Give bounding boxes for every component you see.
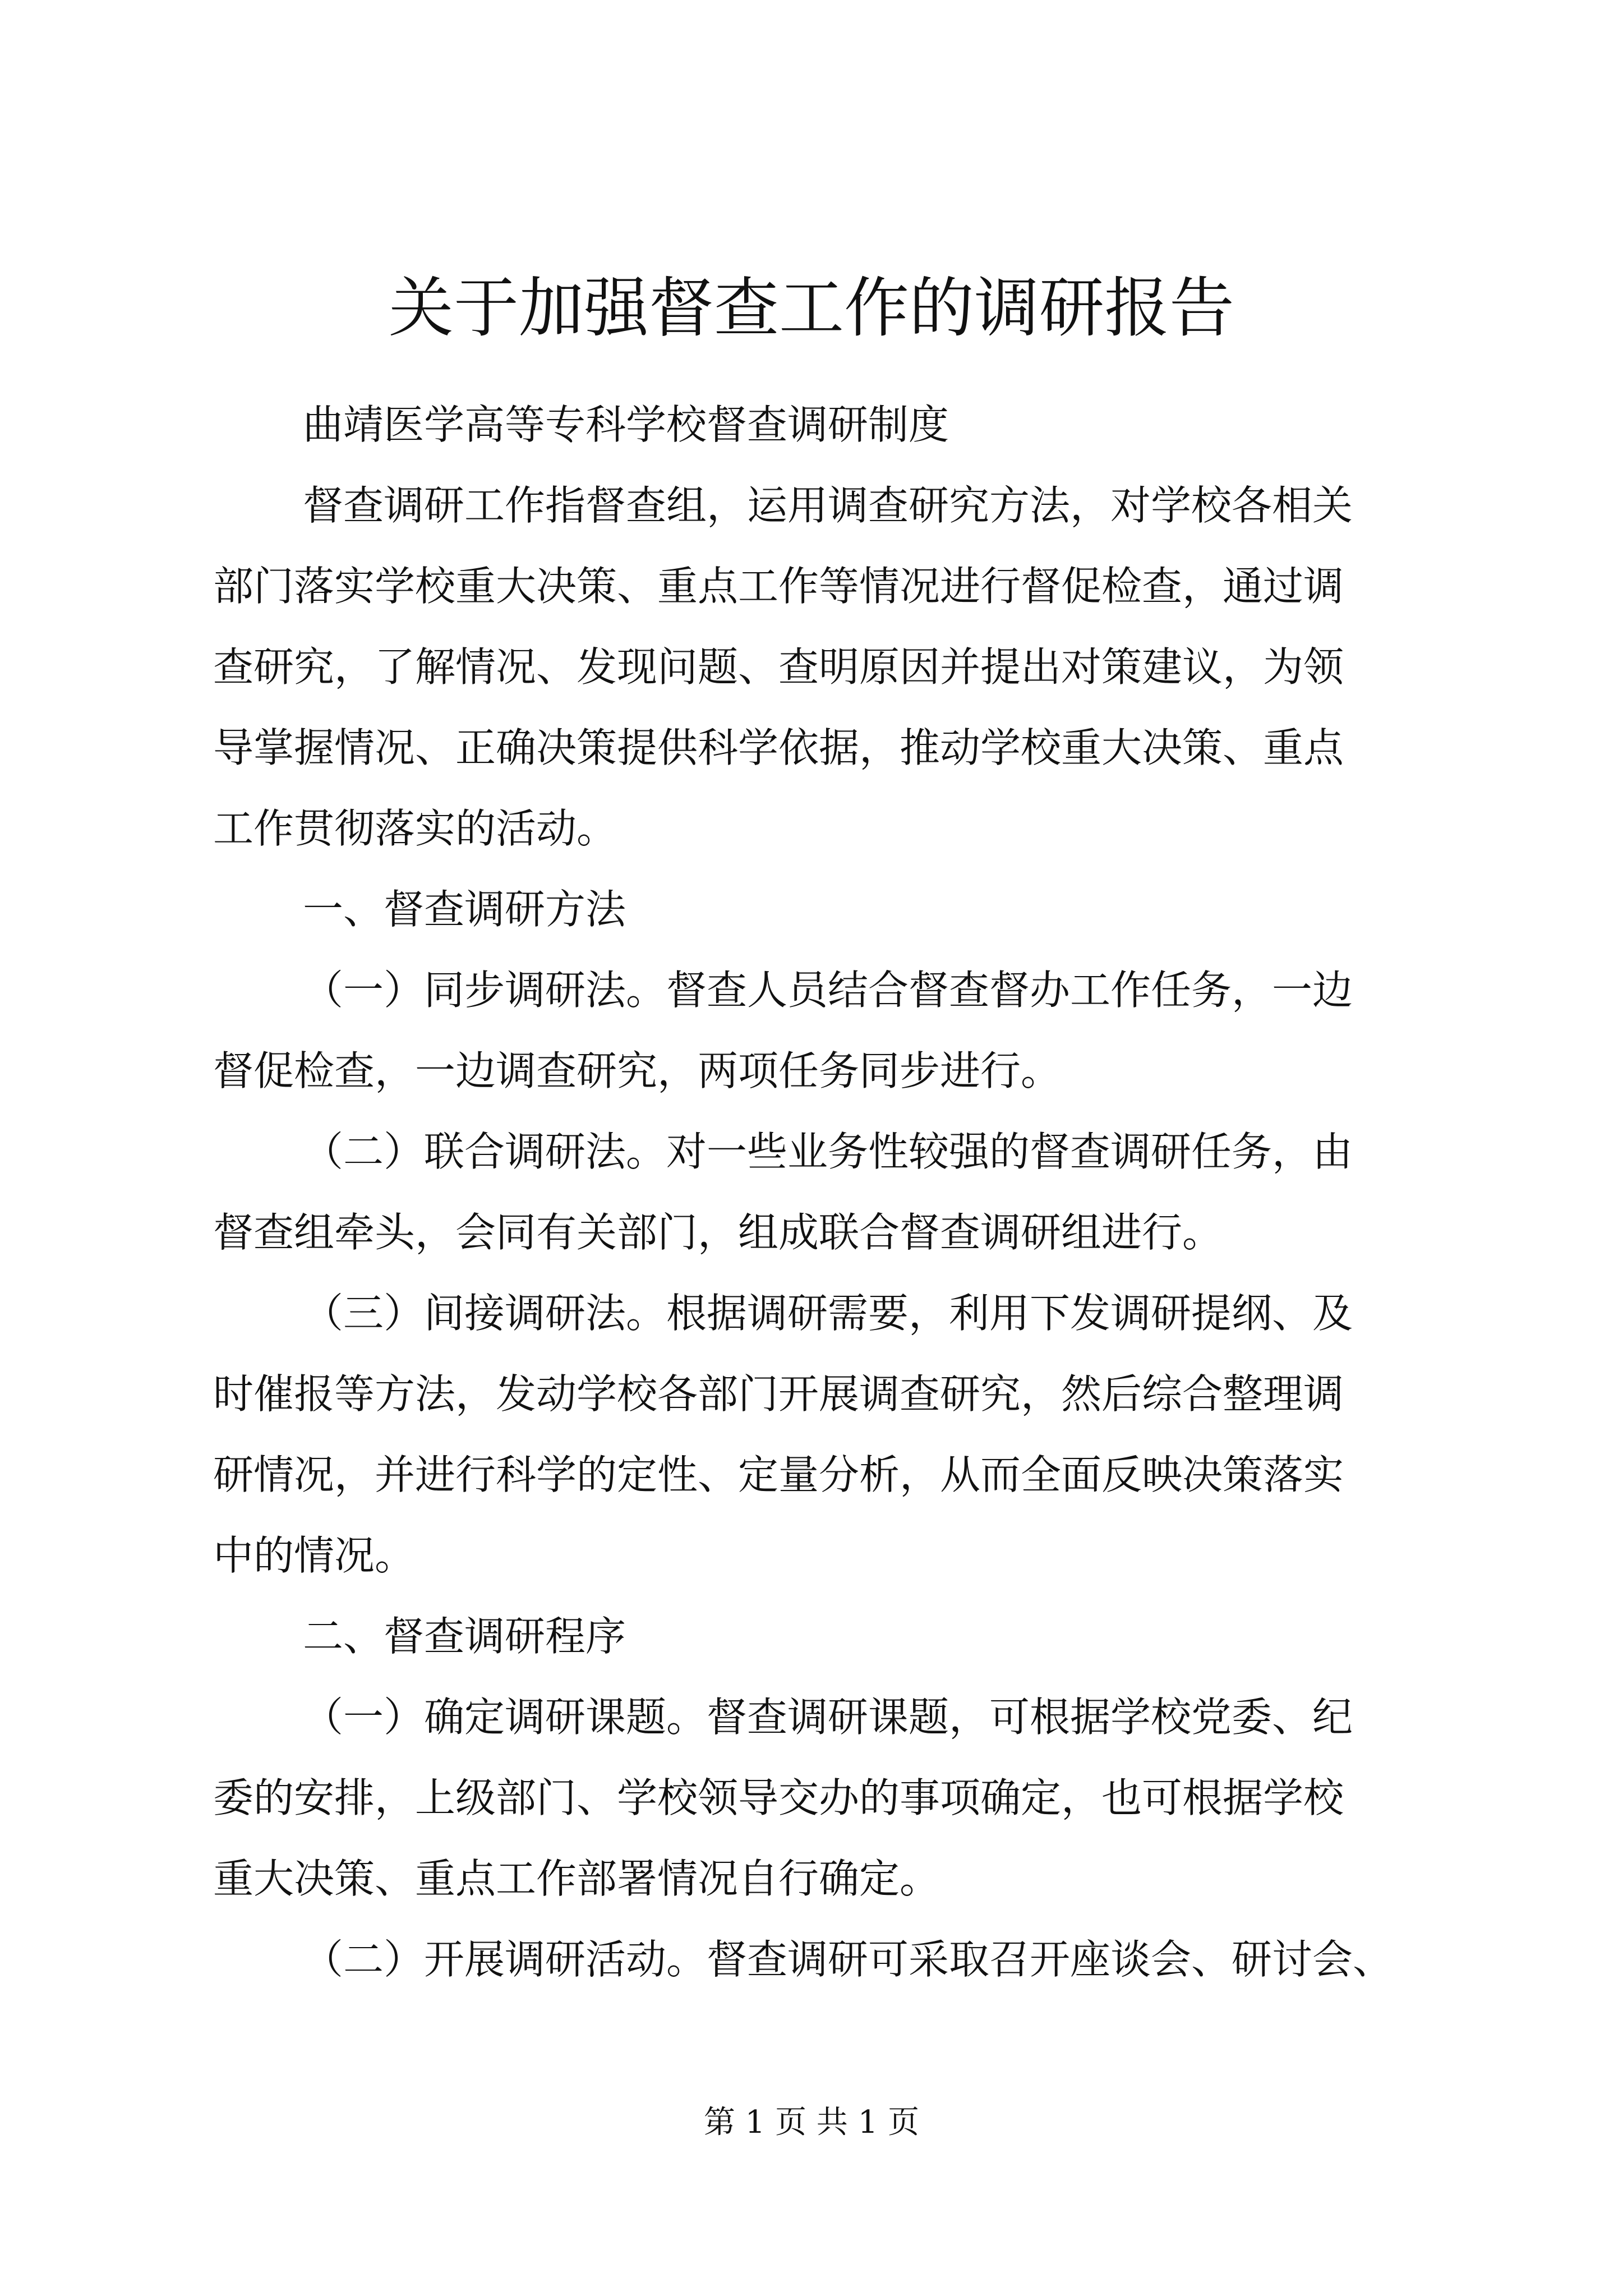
text-line: 工作贯彻落实的活动。 bbox=[213, 805, 617, 852]
text-line: 部门落实学校重大决策、重点工作等情况进行督促检查，通过调 bbox=[213, 563, 1344, 610]
text-line: （二）联合调研法。对一些业务性较强的督查调研任务，由 bbox=[303, 1128, 1353, 1175]
text-line: 二、督查调研程序 bbox=[303, 1613, 626, 1660]
text-line: 查研究，了解情况、发现问题、查明原因并提出对策建议，为领 bbox=[213, 643, 1344, 691]
document-body bbox=[213, 384, 1410, 2000]
text-line: （二）开展调研活动。督查调研可采取召开座谈会、研讨会、 bbox=[303, 1936, 1394, 1983]
text-line: 中的情况。 bbox=[213, 1532, 416, 1579]
text-line: 曲靖医学高等专科学校督查调研制度 bbox=[303, 401, 949, 448]
text-line: 导掌握情况、正确决策提供科学依据，推动学校重大决策、重点 bbox=[213, 724, 1344, 771]
text-line: 督促检查，一边调查研究，两项任务同步进行。 bbox=[213, 1047, 1062, 1094]
text-line: 时催报等方法，发动学校各部门开展调查研究，然后综合整理调 bbox=[213, 1370, 1344, 1418]
document-title: 关于加强督查工作的调研报告 bbox=[389, 270, 1234, 346]
text-line: 督查调研工作指督查组，运用调查研究方法，对学校各相关 bbox=[303, 482, 1353, 529]
text-line: 委的安排，上级部门、学校领导交办的事项确定，也可根据学校 bbox=[213, 1774, 1344, 1821]
text-line: 一、督查调研方法 bbox=[303, 886, 626, 933]
text-line: （一）确定调研课题。督查调研课题，可根据学校党委、纪 bbox=[303, 1694, 1353, 1741]
page-footer: 第 1 页 共 1 页 bbox=[703, 2104, 920, 2141]
text-line: （一）同步调研法。督查人员结合督查督办工作任务，一边 bbox=[303, 967, 1353, 1014]
text-line: （三）间接调研法。根据调研需要，利用下发调研提纲、及 bbox=[303, 1290, 1353, 1337]
text-line: 督查组牵头，会同有关部门，组成联合督查调研组进行。 bbox=[213, 1209, 1223, 1256]
text-line: 研情况，并进行科学的定性、定量分析，从而全面反映决策落实 bbox=[213, 1451, 1344, 1498]
text-line: 重大决策、重点工作部署情况自行确定。 bbox=[213, 1855, 940, 1902]
